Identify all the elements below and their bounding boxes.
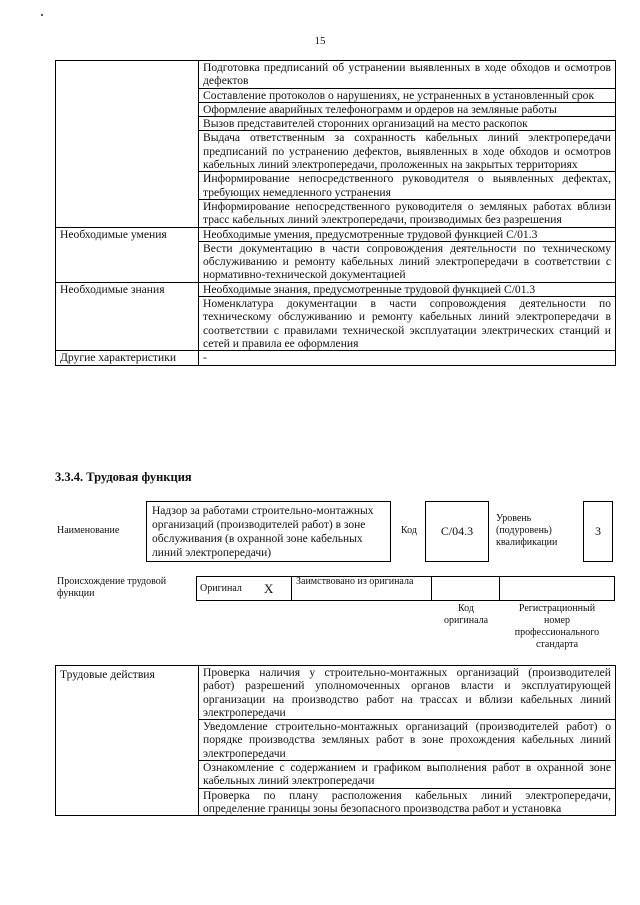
origin-label: Происхождение трудовой функции [57,576,167,599]
table-row [56,61,616,89]
table-cell: Выдача ответственным за сохранность кабельных линий электропередачи предписаний по устранению дефектов, выявленных в ходе обходов и осмотров кабельных линий электропередачи, проложенных на закрытых территориях [199,131,616,172]
table-cell: Вызов представителей сторонних организаций на место раскопок [199,117,616,131]
row-label-skills: Необходимые умения [56,227,199,282]
divider [431,576,432,601]
section-title: 3.3.4. Трудовая функция [55,470,192,484]
row-label-knowledge: Необходимые знания [56,282,199,350]
table-cell: Подготовка предписаний об устранении выявленных в ходе обходов и осмотров дефектов [199,61,616,89]
table-cell: - [199,351,616,365]
original-label: Оригинал [200,583,242,594]
table-cell: Необходимые умения, предусмотренные трудовой функцией C/01.3 [199,227,616,241]
row-label-actions: Трудовые действия [56,666,199,816]
original-mark: X [264,581,274,596]
code-caption: Код оригинала [443,603,489,626]
qualification-level: 3 [583,501,613,562]
table-cell: Составление протоколов о нарушениях, не устраненных в установленный срок [199,88,616,102]
table-row [56,227,616,241]
row-label [56,61,199,228]
divider [499,576,500,601]
row-label-other: Другие характеристики [56,351,199,365]
requirements-table [55,60,616,366]
table-cell: Информирование непосредственного руководителя о земляных работах вблизи трасс кабельных линий электропередачи, производимых без разрешения [199,199,616,227]
table-cell: Необходимые знания, предусмотренные трудовой функцией C/01.3 [199,282,616,296]
table-cell: Номенклатура документации в части сопровождения деятельности по техническому обслуживанию и ремонту кабельных линий электропередачи в соответствии с правилами технической эксплуатации электрических станций и сетей и правила ее оформления [199,297,616,351]
name-label: Наименование [57,525,120,536]
registration-caption: Регистрационный номер профессионального стандарта [514,603,600,650]
level-label: Уровень (подуровень) квалификации [496,513,558,548]
table-cell: Проверка по плану расположения кабельных линий электропередачи, определение границы зоны безопасного производства работ и установка [199,788,616,816]
table-cell: Информирование непосредственного руководителя о выявленных дефектах, требующих немедленного устранения [199,172,616,200]
table-cell: Ознакомление с содержанием и графиком выполнения работ в охранной зоне кабельных линий электропередачи [199,761,616,789]
code-label: Код [401,525,417,536]
page-number: 15 [314,35,326,47]
labor-actions-table [55,665,616,816]
table-cell: Уведомление строительно-монтажных организаций (производителей работ) о порядке производства земляных работ в зоне прохождения кабельных линий электропередачи [199,720,616,761]
table-row [56,351,616,365]
function-name: Надзор за работами строительно-монтажных организаций (производителей работ) в зоне обслуживания (в охранной зоне кабельных линий электропередачи) [146,501,391,562]
table-cell: Проверка наличия у строительно-монтажных организаций (производителей работ) разрешений уполномоченных органов власти и эксплуатирующей организации на производство работ на трассах и вблизи кабельных линий электропередачи [199,666,616,720]
borrowed-label: Заимствовано из оригинала [296,576,414,587]
table-row [56,282,616,296]
table-row [56,666,616,720]
table-cell: Оформление аварийных телефонограмм и ордеров на земляные работы [199,102,616,116]
divider [291,576,292,601]
scan-speck [41,14,43,16]
table-cell: Вести документацию в части сопровождения деятельности по техническому обслуживанию и ремонту кабельных линий электропередачи в соответствии с нормативно-технической документацией [199,241,616,282]
function-code: C/04.3 [425,501,489,562]
